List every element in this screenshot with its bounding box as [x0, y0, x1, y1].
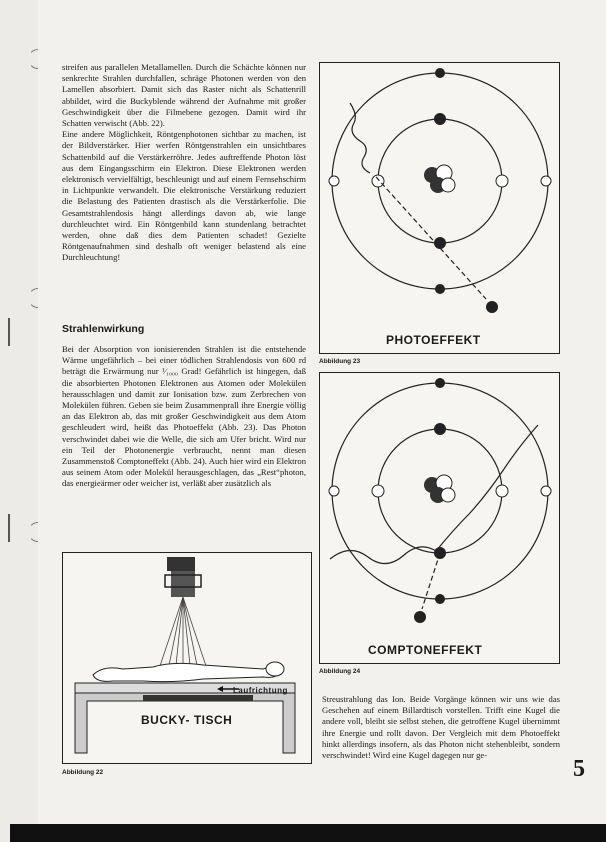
binding-mark [8, 318, 10, 346]
paragraph: streifen aus parallelen Metallamellen. Durch die Schächte können nur senkrechte Strahlen durchfallen, schräge Photonen werden von den Lamellen absorbiert. Damit sich das Raster nicht als Schattenrill abbildet, wird die Buckyblende während der Aufnahme mit großer Geschwindigkeit über die Filmebene gezogen. Damit wird ihr Schatten verwischt (Abb. 22). [62, 62, 306, 129]
figure-caption: Abbildung 22 [62, 769, 104, 776]
figure-bucky-table [62, 552, 312, 764]
table-label: BUCKY- TISCH [141, 713, 233, 727]
photoeffect-atom-diagram [320, 63, 559, 353]
scan-edge [10, 824, 606, 842]
figure-label: COMPTONEFFEKT [368, 643, 483, 657]
figure-label: PHOTOEFFEKT [386, 333, 481, 347]
paragraph: Bei der Absorption von ionisierenden Strahlen ist die entstehende Wärme ungefährlich – bei einer tödlichen Strahlendosis von 600 rd beträgt die Erwärmung nur ¹⁄₁₀₀₀ Grad! Gefährlich ist hingegen, daß die absorbierten Photonen Elektronen aus Atomen oder Molekülen herausschlagen und damit zur Ionisation bzw. zum Zerbrechen von Molekülen führen. Geben sie beim Zusammenprall ihre Energie völlig an das Elektron ab, das mit großer Geschwindigkeit aus dem Atom geschleudert wird, heißt das Photoeffekt (Abb. 23). Das Photon verschwindet dabei wie die Welle, die sich am Ufer bricht. Wird nur ein Teil der Photonenergie verbraucht, nennt man diesen Zusammenstoß Comptoneffekt (Abb. 24). Auch hier wird ein Elektron aus seinem Atom oder Molekül herausgeschlagen, das „Rest“photon, das energieärmer oder weicher ist, verläßt aber zusätzlich als [62, 344, 306, 489]
binding-mark [8, 514, 10, 542]
comptoneffect-atom-diagram [320, 373, 559, 663]
text-column-left-lower [62, 344, 306, 490]
direction-label: Laufrichtung [233, 686, 288, 695]
figure-caption: Abbildung 23 [319, 358, 361, 365]
binding-strip [0, 0, 39, 842]
paragraph: Eine andere Möglichkeit, Röntgenphotonen sichtbar zu machen, ist der Bildverstärker. Hier werfen Röntgenstrahlen ein unsichtbares Schattenbild auf die Verstärkerröhre. Jedes auftreffende Photon löst aus dem Eingangsschirm ein Elektron. Diese Elektronen werden elektronisch vervielfältigt, beschleunigt und auf einem Fernsehschirm in Lichtpunkte verwandelt. Die elektronische Verstärkung reduziert die Belastung des Patienten drastisch als die Verstärkerfolie. Die Gesamtstrahlendosis hängt allerdings davon ab, wie lange durchleuchtet wird. Ein Röntgenbild kann stundenlang betrachtet werden, ohne daß dies dem Patienten schadet! Gezielte Röntgenaufnahmen sind deshalb oft weniger belastend als eine Durchleuchtung! [62, 129, 306, 263]
figure-photoeffect [319, 62, 560, 354]
text-column-right [322, 694, 560, 761]
paragraph: Streustrahlung das Ion. Beide Vorgänge können wir uns wie das Geschehen auf einem Billardtisch vorstellen. Trifft eine Kugel die andere voll, bleibt sie selbst stehen, die getroffene Kugel übernimmt ihre Energie und rollt davon. Der Vergleich mit dem Photoeffekt hinkt allerdings insofern, als das Photon nicht stehenbleibt, sondern verschwindet! Wird eine Kugel dagegen nur ge- [322, 694, 560, 761]
page-number: 5 [573, 756, 585, 782]
figure-caption: Abbildung 24 [319, 668, 361, 675]
figure-comptoneffect [319, 372, 560, 664]
section-heading: Strahlenwirkung [62, 323, 145, 335]
text-column-left [62, 62, 306, 264]
bucky-table-illustration [63, 553, 311, 763]
